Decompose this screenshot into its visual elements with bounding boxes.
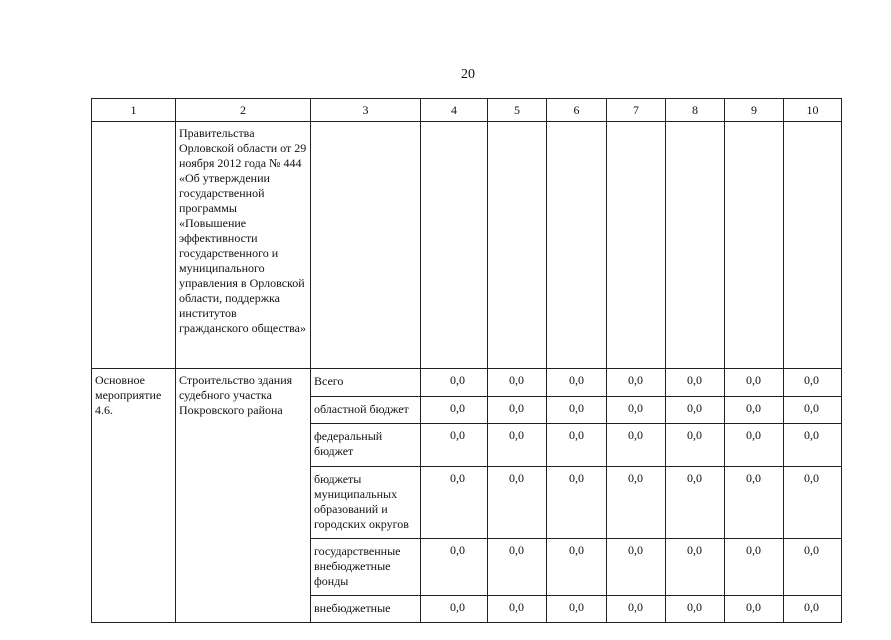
table-row: [92, 369, 842, 397]
value-cell: 0,0: [784, 424, 842, 467]
value-cell: 0,0: [666, 397, 725, 424]
empty-cell: [607, 122, 666, 369]
empty-cell: [784, 122, 842, 369]
funding-source: бюджеты муниципальных образований и городских округов: [311, 467, 421, 539]
value-cell: 0,0: [488, 397, 547, 424]
value-cell: 0,0: [607, 397, 666, 424]
value-cell: 0,0: [725, 596, 784, 623]
value-cell: 0,0: [488, 539, 547, 596]
page-number: 20: [461, 67, 475, 82]
value-cell: 0,0: [725, 539, 784, 596]
value-cell: 0,0: [421, 467, 488, 539]
continuation-text: Правительства Орловской области от 29 ноября 2012 года № 444 «Об утверждении государственной программы «Повышение эффективности государственного и муниципального управления в Орловской области, поддержка институтов гражданского общества»: [176, 122, 311, 369]
value-cell: 0,0: [666, 539, 725, 596]
value-cell: 0,0: [725, 467, 784, 539]
value-cell: 0,0: [784, 467, 842, 539]
value-cell: 0,0: [784, 369, 842, 397]
column-header: 9: [725, 99, 784, 122]
value-cell: 0,0: [784, 397, 842, 424]
empty-cell: [725, 122, 784, 369]
value-cell: 0,0: [607, 539, 666, 596]
value-cell: 0,0: [488, 369, 547, 397]
value-cell: 0,0: [488, 596, 547, 623]
empty-cell: [488, 122, 547, 369]
column-header: 5: [488, 99, 547, 122]
value-cell: 0,0: [421, 596, 488, 623]
value-cell: 0,0: [666, 369, 725, 397]
funding-source: внебюджетные: [311, 596, 421, 623]
value-cell: 0,0: [666, 467, 725, 539]
empty-cell: [311, 122, 421, 369]
empty-cell: [421, 122, 488, 369]
value-cell: 0,0: [725, 369, 784, 397]
value-cell: 0,0: [488, 424, 547, 467]
value-cell: 0,0: [421, 539, 488, 596]
budget-table: [91, 98, 842, 623]
value-cell: 0,0: [547, 467, 607, 539]
column-header: 8: [666, 99, 725, 122]
table-header-row: [92, 99, 842, 122]
value-cell: 0,0: [547, 596, 607, 623]
value-cell: 0,0: [547, 397, 607, 424]
funding-source: Всего: [311, 369, 421, 397]
value-cell: 0,0: [547, 369, 607, 397]
column-header: 7: [607, 99, 666, 122]
value-cell: 0,0: [488, 467, 547, 539]
column-header: 10: [784, 99, 842, 122]
value-cell: 0,0: [666, 424, 725, 467]
empty-cell: [666, 122, 725, 369]
column-header: 3: [311, 99, 421, 122]
value-cell: 0,0: [725, 397, 784, 424]
value-cell: 0,0: [547, 539, 607, 596]
column-header: 2: [176, 99, 311, 122]
measure-code: Основное мероприятие 4.6.: [92, 369, 176, 623]
empty-cell: [547, 122, 607, 369]
funding-source: областной бюджет: [311, 397, 421, 424]
value-cell: 0,0: [607, 467, 666, 539]
empty-cell: [92, 122, 176, 369]
value-cell: 0,0: [547, 424, 607, 467]
column-header: 6: [547, 99, 607, 122]
value-cell: 0,0: [725, 424, 784, 467]
column-header: 1: [92, 99, 176, 122]
value-cell: 0,0: [607, 424, 666, 467]
value-cell: 0,0: [421, 424, 488, 467]
value-cell: 0,0: [421, 397, 488, 424]
measure-name: Строительство здания судебного участка Покровского района: [176, 369, 311, 623]
continuation-row: [92, 122, 842, 369]
value-cell: 0,0: [666, 596, 725, 623]
value-cell: 0,0: [784, 539, 842, 596]
value-cell: 0,0: [784, 596, 842, 623]
funding-source: государственные внебюджетные фонды: [311, 539, 421, 596]
value-cell: 0,0: [421, 369, 488, 397]
value-cell: 0,0: [607, 369, 666, 397]
value-cell: 0,0: [607, 596, 666, 623]
funding-source: федеральный бюджет: [311, 424, 421, 467]
column-header: 4: [421, 99, 488, 122]
